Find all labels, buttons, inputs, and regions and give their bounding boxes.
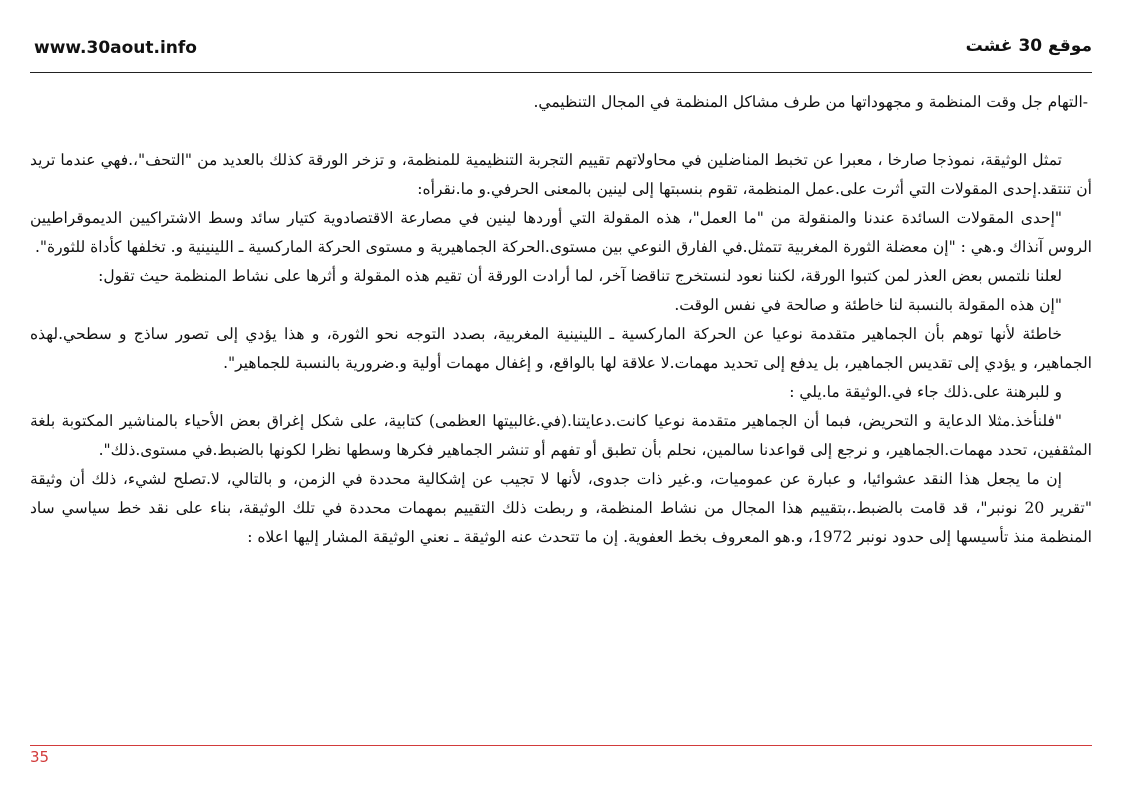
paragraph: و للبرهنة على.ذلك جاء في.الوثيقة ما.يلي : [789, 383, 1062, 401]
page-header [30, 28, 1092, 73]
quote-paragraph: "إحدى المقولات السائدة عندنا والمنقولة من "ما العمل"، هذه المقولة التي أوردها لينين في مصارعة الاقتصادوية كتيار سائد وسط الاشتراكيين الديموقراطيين الروس آنذاك و.هي : "إن معضلة الثورة المغربية تتمثل.في الفارق النوعي بين مستوى.الحركة الجماهيرية و مستوى الحركة الماركسية ـ اللينينية و. تخلفها كأداة للثورة". [30, 209, 1092, 256]
quote-paragraph: خاطئة لأنها توهم بأن الجماهير متقدمة نوعيا عن الحركة الماركسية ـ اللينينية المغربية، بصدد التوجه نحو الثورة، و هذا يؤدي إلى تصور ساذج و سطحي.لهذه الجماهير، و يؤدي إلى تقديس الجماهير، بل يدفع إلى تحديد مهمات.لا علاقة لها بالواقع، و إغفال مهمات أولية و.ضرورية بالنسبة للجماهير". [30, 325, 1092, 372]
page-number: 35 [30, 748, 50, 766]
paragraph: إن ما يجعل هذا النقد عشوائيا، و عبارة عن عموميات، و.غير ذات جدوى، لأنها لا تجيب عن إشكالية محددة في الزمن، و بالتالي، لا.تصلح لشيء، ذلك أن وثيقة "تقرير 20 نونبر"، قد قامت بالضبط.،بتقييم هذا المجال من نشاط المنظمة، و ربطت ذلك التقييم بمهمات محددة في تلك الوثيقة، بناء على نقد خط سياسي ساد المنظمة منذ تأسيسها إلى حدود نونبر 1972، و.هو المعروف بخط العفوية. إن ما تتحدث عنه الوثيقة ـ نعني الوثيقة المشار إليها اعلاه : [30, 470, 1092, 546]
quote-paragraph: "إن هذه المقولة بالنسبة لنا خاطئة و صالحة في نفس الوقت. [674, 296, 1062, 314]
paragraph: تمثل الوثيقة، نموذجا صارخا ، معبرا عن تخبط المناضلين في محاولاتهم تقييم التجربة التنظيمية للمنظمة، و تزخر الورقة كذلك بالعديد من "التحف"،.فهي عندما تريد أن تنتقد.إحدى المقولات التي أثرت على.عمل المنظمة، تقوم بنسبتها إلى لينين بالمعنى الحرفي.و ما.نقرأه: [30, 151, 1092, 198]
site-url[interactable]: www.30aout.info [34, 38, 197, 58]
quote-paragraph: "فلنأخذ.مثلا الدعاية و التحريض، فبما أن الجماهير متقدمة نوعيا كانت.دعايتنا.(في.غالبيتها العظمى) كتابية، على شكل إغراق بعض الأحياء بالمناشير المكتوبة بلغة المثقفين، تحدد مهمات.الجماهير، و نرجع إلى قواعدنا سالمين، نحلم بأن تطبق أو تفهم أو تنشر الجماهير فكرها وسطها نظرا لكونها بالضبط.في مستوى.ذلك". [30, 412, 1092, 459]
paragraph: لعلنا نلتمس بعض العذر لمن كتبوا الورقة، لكننا نعود لنستخرج تناقضا آخر، لما أرادت الورقة أن تقيم هذه المقولة و أثرها على نشاط المنظمة حيث تقول: [98, 267, 1062, 285]
site-name: موقع 30 غشت [965, 36, 1092, 56]
footer-divider [30, 745, 1092, 746]
paragraph-gap [30, 117, 1092, 146]
paragraph: -التهام جل وقت المنظمة و مجهوداتها من طرف مشاكل المنظمة في المجال التنظيمي. [533, 93, 1088, 111]
document-body [30, 88, 1092, 552]
